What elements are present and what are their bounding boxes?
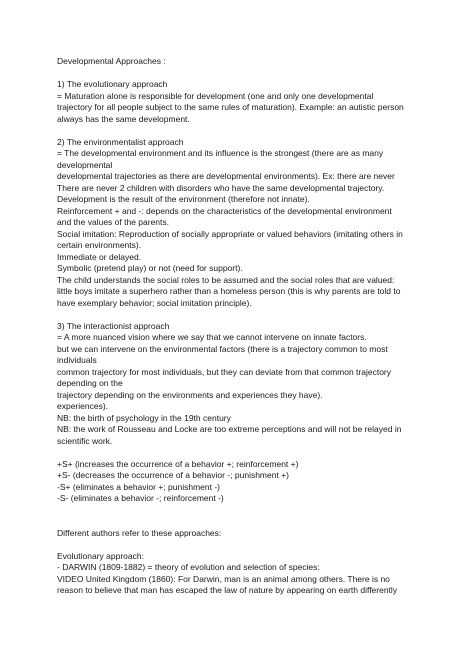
text-line: - DARWIN (1809-1882) = theory of evolution and selection of species: xyxy=(57,562,320,572)
blank-line xyxy=(57,125,447,137)
text-line: reason to believe that man has escaped the law of nature by appearing on earth differently xyxy=(57,585,398,595)
text-line: +S- (decreases the occurrence of a behavior -; punishment +) xyxy=(57,470,289,480)
text-line: Reinforcement + and -: depends on the characteristics of the developmental environment xyxy=(57,205,392,216)
text-line: Immediate or delayed. xyxy=(57,251,142,262)
text-line: and the values of the parents. xyxy=(57,217,169,227)
text-line: 1) The evolutionary approach xyxy=(57,79,168,89)
text-line: = Maturation alone is responsible for development (one and only one developmental xyxy=(57,90,374,101)
text-line: NB: the birth of psychology in the 19th century xyxy=(57,412,231,423)
document-body xyxy=(57,56,447,597)
text-line: experiences). xyxy=(57,401,109,411)
text-line: Social imitation: Reproduction of socially appropriate or valued behaviors (imitating others in xyxy=(57,228,403,239)
text-line: scientific work. xyxy=(57,435,113,446)
blank-line xyxy=(57,447,447,459)
text-line: developmental xyxy=(57,159,113,170)
text-line: Symbolic (pretend play) or not (need for support). xyxy=(57,263,243,273)
text-line: -S+ (eliminates a behavior +; punishment -) xyxy=(57,481,220,492)
text-line: The child understands the social roles to be assumed and the social roles that are valued: xyxy=(57,274,395,285)
blank-line xyxy=(57,505,447,517)
text-line: individuals xyxy=(57,355,97,365)
text-line: but we can intervene on the environmental factors (there is a trajectory common to most xyxy=(57,343,388,354)
text-line: There are never 2 children with disorders who have the same developmental trajectory. xyxy=(57,182,385,193)
text-line: trajectory for all people subject to the same rules of maturation). Example: an autistic person xyxy=(57,102,404,112)
blank-line xyxy=(57,539,447,551)
text-line: little boys imitate a superhero rather than a homeless person (this is why parents are told to xyxy=(57,286,401,296)
text-line: NB: the work of Rousseau and Locke are too extreme perceptions and will not be relayed in xyxy=(57,424,402,434)
text-line: +S+ (increases the occurrence of a behavior +; reinforcement +) xyxy=(57,458,299,469)
text-line: = A more nuanced vision where we say that we cannot intervene on innate factors. xyxy=(57,332,367,342)
text-line: trajectory depending on the environments and experiences they have). xyxy=(57,389,323,400)
text-line: -S- (eliminates a behavior -; reinforcement -) xyxy=(57,493,224,503)
blank-line xyxy=(57,516,447,528)
text-line: have exemplary behavior; social imitation principle). xyxy=(57,297,252,308)
text-line: Development is the result of the environment (therefore not innate). xyxy=(57,194,310,204)
text-line: 3) The interactionist approach xyxy=(57,320,170,331)
blank-line xyxy=(57,309,447,321)
text-line: certain environments). xyxy=(57,240,142,250)
text-line: Developmental Approaches : xyxy=(57,56,166,66)
text-line: Evolutionary approach: xyxy=(57,550,144,561)
text-line: always has the same development. xyxy=(57,113,190,124)
text-line: common trajectory for most individuals, but they can deviate from that common trajectory xyxy=(57,366,391,377)
text-line: depending on the xyxy=(57,378,123,388)
text-line: VIDEO United Kingdom (1860): For Darwin, man is an animal among others. There is no xyxy=(57,573,390,584)
text-line: = The developmental environment and its influence is the strongest (there are as many xyxy=(57,148,384,158)
blank-line xyxy=(57,68,447,80)
text-line: developmental trajectories as there are developmental environments). Ex: there are never xyxy=(57,171,395,181)
text-line: Different authors refer to these approaches: xyxy=(57,527,222,538)
text-line: 2) The environmentalist approach xyxy=(57,136,184,147)
